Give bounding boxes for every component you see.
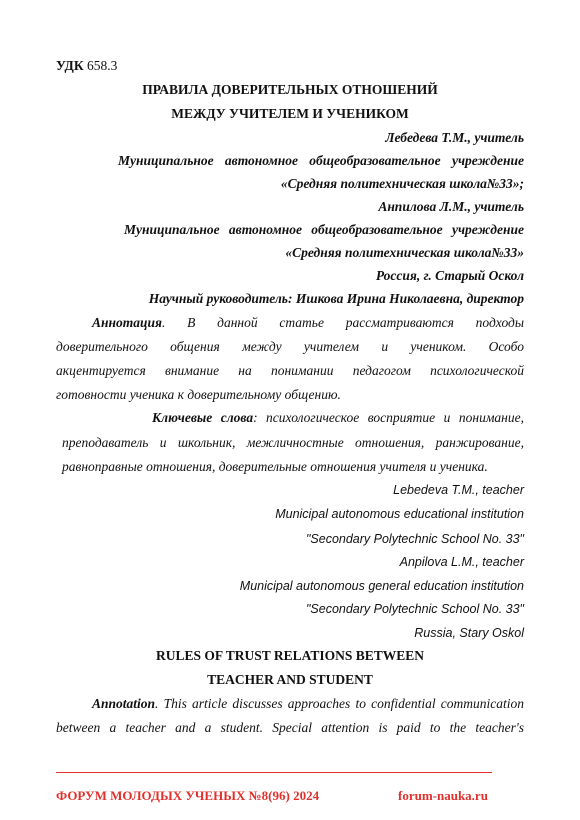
udk-line — [56, 57, 524, 75]
keywords-ru-line-3: равноправные отношения, доверительные отношения учителя и ученика. — [62, 459, 488, 474]
affiliation-ru-2: Муниципальное автономное общеобразовательное учреждение — [124, 222, 524, 237]
affiliation-ru-1: Муниципальное автономное общеобразовательное учреждение — [118, 153, 524, 168]
annotation-ru-line-1 — [92, 314, 524, 332]
author-en-2: Anpilova L.M., teacher — [399, 555, 524, 569]
affiliation-en-2: Municipal autonomous general education institution — [239, 579, 524, 593]
title-en-line-1: RULES OF TRUST RELATIONS BETWEEN — [155, 648, 425, 663]
title-en-line-2: TEACHER AND STUDENT — [207, 672, 373, 687]
school-en-1: "Secondary Polytechnic School No. 33" — [305, 532, 524, 546]
annotation-en-line-1 — [92, 695, 524, 713]
udk-value: 658.3 — [87, 58, 118, 73]
annotation-ru-line-4: готовности ученика к доверительному общению. — [56, 387, 341, 402]
keywords-ru-line-2: преподаватель и школьник, межличностные отношения, ранжирование, — [62, 435, 524, 450]
keywords-ru-text-1: : психологическое восприятие и понимание, — [253, 410, 524, 425]
footer-journal: ФОРУМ МОЛОДЫХ УЧЕНЫХ №8(96) 2024 — [56, 788, 320, 803]
location-en: Russia, Stary Oskol — [414, 626, 524, 640]
affiliation-en-1: Municipal autonomous educational institution — [275, 507, 524, 521]
author-en-1: Lebedeva T.M., teacher — [393, 483, 524, 497]
footer-site-link[interactable]: forum-nauka.ru — [398, 788, 488, 803]
annotation-en-line-2: between a teacher and a student. Special attention is paid to the teacher's — [56, 720, 524, 735]
keywords-ru-line-1 — [152, 409, 524, 427]
annotation-ru-line-3: акцентируется внимание на понимании педагогом психологической — [56, 363, 524, 378]
location-ru: Россия, г. Старый Оскол — [375, 268, 524, 283]
footer-divider — [56, 772, 492, 773]
school-en-2: "Secondary Polytechnic School No. 33" — [305, 602, 524, 616]
author-ru-2: Анпилова Л.М., учитель — [378, 199, 524, 214]
annotation-en-text-1: . This article discusses approaches to confidential communication — [155, 696, 524, 711]
annotation-en-label: Annotation — [92, 696, 156, 711]
annotation-ru-label: Аннотация — [92, 315, 162, 330]
udk-label: УДК — [56, 58, 84, 73]
school-ru-2: «Средняя политехническая школа№33» — [285, 245, 524, 260]
title-ru-line-2: МЕЖДУ УЧИТЕЛЕМ И УЧЕНИКОМ — [171, 106, 409, 121]
keywords-ru-label: Ключевые слова — [152, 410, 254, 425]
school-ru-1: «Средняя политехническая школа№33»; — [280, 176, 524, 191]
author-ru-1: Лебедева Т.М., учитель — [385, 130, 524, 145]
supervisor-ru: Научный руководитель: Ишкова Ирина Николаевна, директор — [148, 291, 524, 306]
title-ru-line-1: ПРАВИЛА ДОВЕРИТЕЛЬНЫХ ОТНОШЕНИЙ — [142, 82, 438, 97]
annotation-ru-text-1: . В данной статье рассматриваются подходы — [161, 315, 524, 330]
annotation-ru-line-2: доверительного общения между учителем и учеником. Особо — [56, 339, 524, 354]
